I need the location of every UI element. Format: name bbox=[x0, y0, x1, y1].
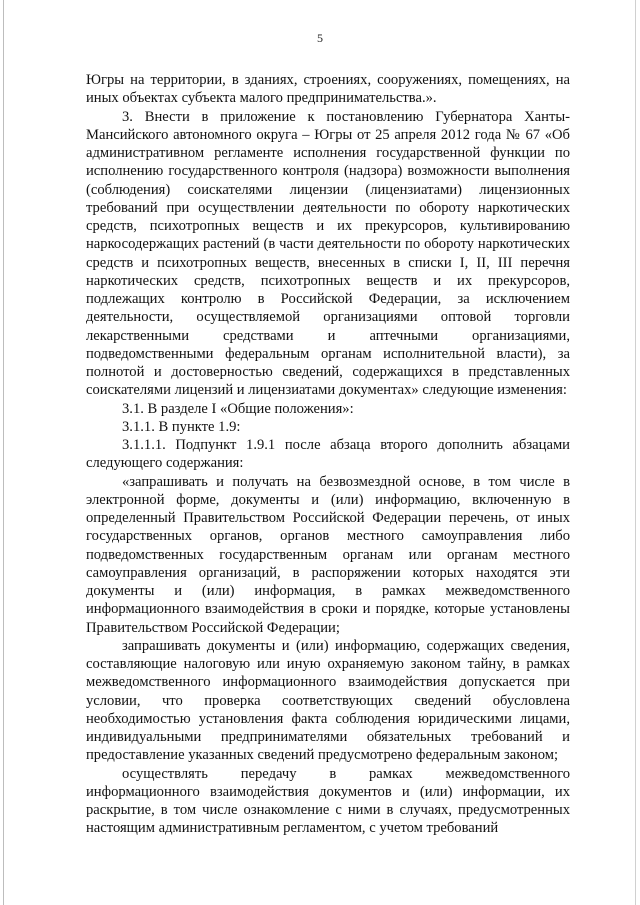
paragraph: 3.1.1.1. Подпункт 1.9.1 после абзаца второго дополнить абзацами следующего содержания: bbox=[86, 437, 570, 472]
document-body bbox=[86, 71, 570, 838]
page-number: 5 bbox=[317, 31, 323, 45]
paragraph: осуществлять передачу в рамках межведомственного информационного взаимодействия документов и (или) информации, их раскрытие, в том числе ознакомление с ними в случаях, предусмотренных настоящим административным регламентом, с учетом требований bbox=[86, 765, 570, 837]
paragraph: «запрашивать и получать на безвозмездной основе, в том числе в электронной форме, документы и (или) информацию, включенную в определенный Правительством Российской Федерации перечень, от иных государственных органов, органов местного самоуправления либо подведомственных государственным органам или органам местного самоуправления организаций, в распоряжении которых находятся эти документы и (или) информация, в рамках межведомственного информационного взаимодействия в сроки и порядке, которые установлены Правительством Российской Федерации; bbox=[86, 473, 570, 636]
paragraph: 3. Внести в приложение к постановлению Губернатора Ханты-Мансийского автономного округа – Югры от 25 апреля 2012 года № 67 «Об административном регламенте исполнения государственной функции по исполнению государственного контроля (надзора) возможности выполнения (соблюдения) соискателями лицензии (лицензиатами) лицензионных требований при осуществлении деятельности по обороту наркотических средств, психотропных веществ и их прекурсоров, культивированию наркосодержащих растений (в части деятельности по обороту наркотических средств и психотропных веществ, внесенных в списки I, II, III перечня наркотических средств, психотропных веществ и их прекурсоров, подлежащих контролю в Российской Федерации, за исключением деятельности, осуществляемой организациями оптовой торговли лекарственными средствами и аптечными организациями, подведомственными федеральным органам исполнительной власти), за полнотой и достоверностью сведений, содержащихся в представленных соискателями лицензий и лицензиатами документах» следующие изменения: bbox=[86, 108, 570, 399]
scan-edge-left bbox=[3, 0, 4, 905]
paragraph: 3.1.1. В пункте 1.9: bbox=[122, 418, 241, 435]
paragraph: запрашивать документы и (или) информацию, содержащих сведения, составляющие налоговую или иную охраняемую законом тайну, в рамках межведомственного информационного взаимодействия допускается при условии, что проверка соответствующих сведений обусловлена необходимостью установления факта соблюдения юридическими лицами, индивидуальными предпринимателями обязательных требований и предоставление указанных сведений предусмотрено федеральным законом; bbox=[86, 637, 570, 764]
paragraph: Югры на территории, в зданиях, строениях, сооружениях, помещениях, на иных объектах субъекта малого предпринимательства.». bbox=[86, 72, 570, 107]
paragraph: 3.1. В разделе I «Общие положения»: bbox=[122, 400, 354, 417]
scan-edge-right bbox=[635, 0, 636, 905]
